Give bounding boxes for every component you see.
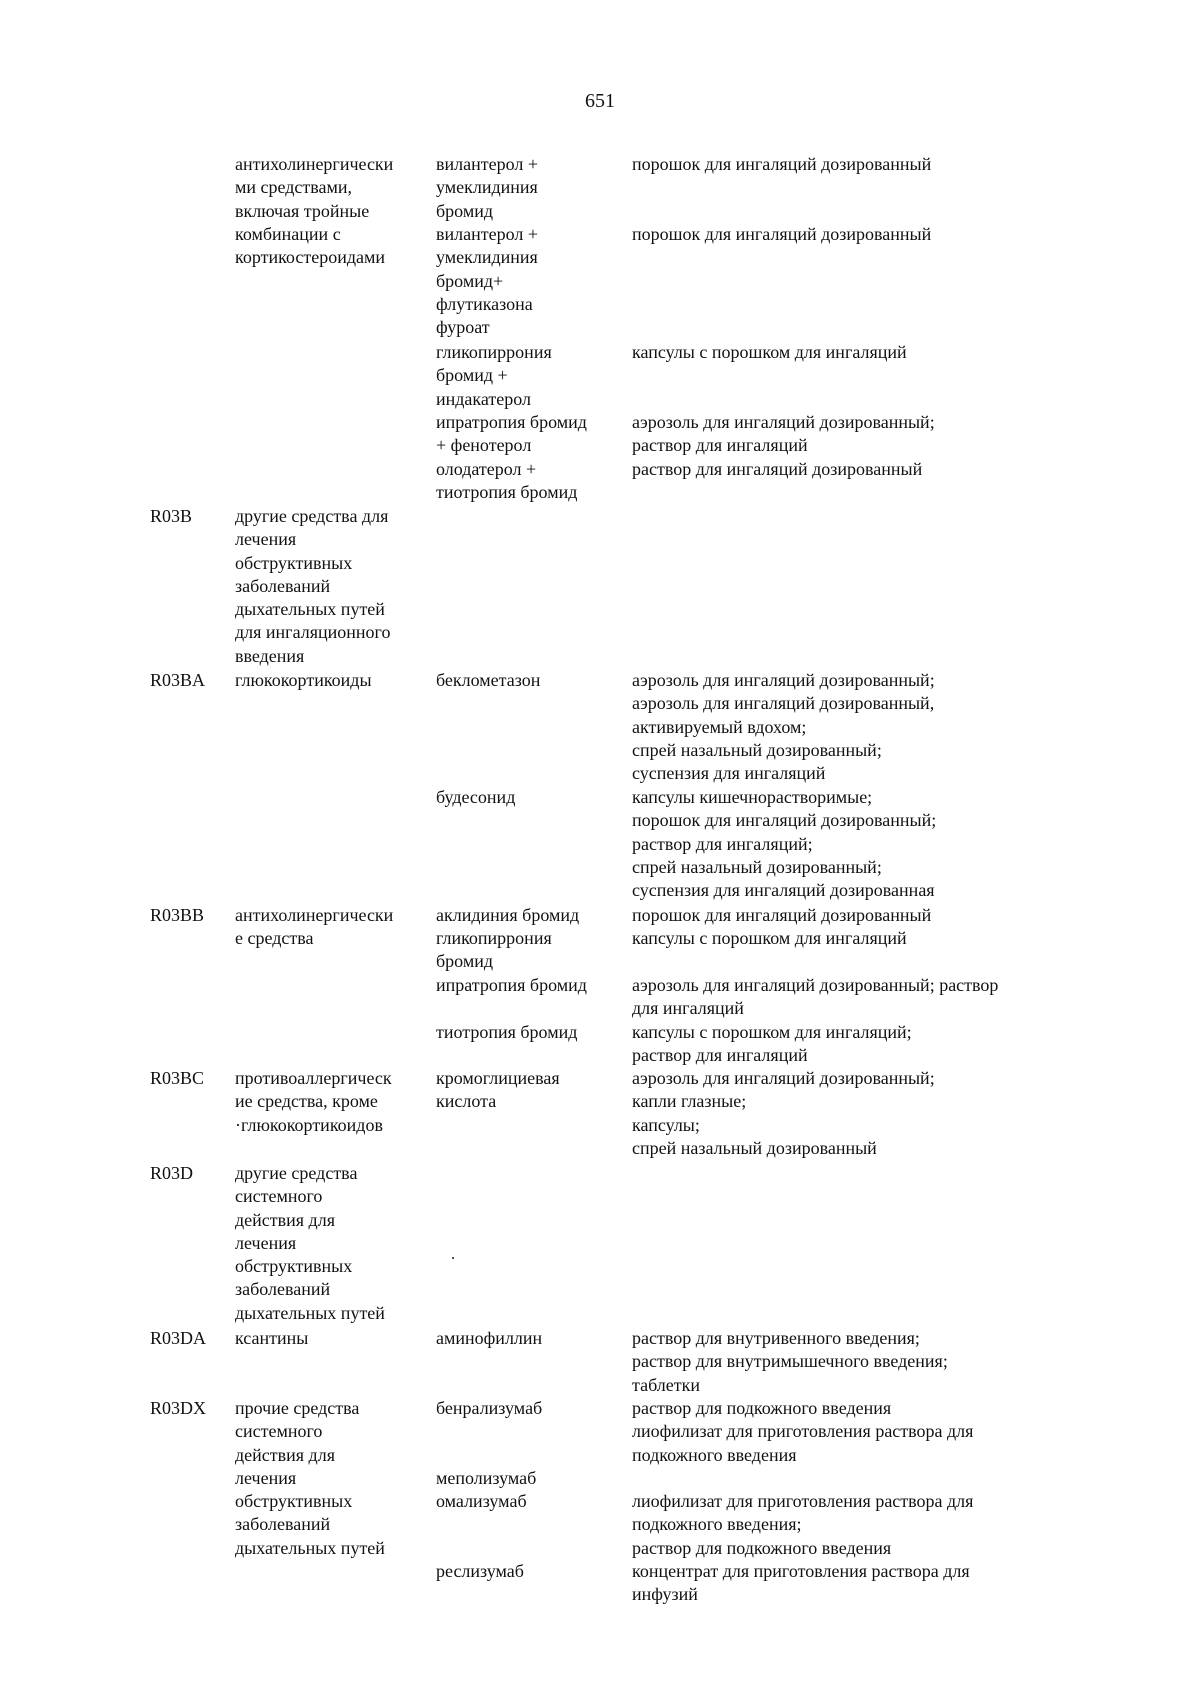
dosage-form: раствор для подкожного введения лиофилизат для приготовления раствора для подкожного введения bbox=[632, 1398, 974, 1465]
dosage-form: раствор для ингаляций дозированный bbox=[632, 459, 923, 479]
atc-code: R03BC bbox=[150, 1068, 205, 1088]
drug-name: омализумаб bbox=[436, 1491, 527, 1511]
atc-code: R03DX bbox=[150, 1398, 207, 1418]
atc-code: R03DA bbox=[150, 1328, 207, 1348]
drug-name: меполизумаб bbox=[436, 1468, 537, 1488]
dosage-form: порошок для ингаляций дозированный bbox=[632, 154, 932, 174]
dosage-form: капсулы с порошком для ингаляций bbox=[632, 342, 907, 362]
drug-name: гликопиррония бромид + индакатерол bbox=[436, 342, 552, 409]
drug-name: олодатерол + тиотропия бромид bbox=[436, 459, 578, 503]
pharmacological-group: ксантины bbox=[235, 1328, 309, 1348]
dosage-form: аэрозоль для ингаляций дозированный; раствор для ингаляций bbox=[632, 412, 935, 456]
drug-name: ипратропия бромид + фенотерол bbox=[436, 412, 587, 456]
drug-name: кромоглициевая кислота bbox=[436, 1068, 560, 1112]
drug-name: гликопиррония бромид bbox=[436, 928, 552, 972]
drug-name: вилантерол + умеклидиния бромид+ флутиказона фуроат bbox=[436, 224, 538, 338]
dosage-form: капсулы с порошком для ингаляций bbox=[632, 928, 907, 948]
drug-name: реслизумаб bbox=[436, 1561, 524, 1581]
drug-name: ипратропия бромид bbox=[436, 975, 587, 995]
drug-name: беклометазон bbox=[436, 670, 541, 690]
atc-code: R03BB bbox=[150, 905, 205, 925]
pharmacological-group: другие средства системного действия для лечения обструктивных заболеваний дыхательных путей bbox=[235, 1163, 385, 1323]
page-number: 651 bbox=[585, 90, 615, 112]
drug-name: вилантерол + умеклидиния бромид bbox=[436, 154, 538, 221]
drug-name: аминофиллин bbox=[436, 1328, 543, 1348]
dosage-form: лиофилизат для приготовления раствора для подкожного введения; раствор для подкожного введения bbox=[632, 1491, 974, 1558]
drug-name: тиотропия бромид bbox=[436, 1022, 578, 1042]
pharmacological-group: прочие средства системного действия для лечения обструктивных заболеваний дыхательных путей bbox=[235, 1398, 385, 1558]
drug-name: аклидиния бромид bbox=[436, 905, 580, 925]
pharmacological-group: глюкокортикоиды bbox=[235, 670, 372, 690]
drug-name: бенрализумаб bbox=[436, 1398, 543, 1418]
atc-code: R03B bbox=[150, 506, 193, 526]
scan-speck bbox=[452, 1257, 454, 1259]
dosage-form: концентрат для приготовления раствора для инфузий bbox=[632, 1561, 970, 1605]
pharmacological-group: антихолинергически ми средствами, включая тройные комбинации с кортикостероидами bbox=[235, 154, 394, 268]
dosage-form: порошок для ингаляций дозированный bbox=[632, 224, 932, 244]
dosage-form: аэрозоль для ингаляций дозированный; аэрозоль для ингаляций дозированный, активируемый вдохом; спрей назальный дозированный; суспензия для ингаляций bbox=[632, 670, 935, 784]
atc-code: R03BA bbox=[150, 670, 206, 690]
pharmacological-group: антихолинергически е средства bbox=[235, 905, 394, 949]
atc-code: R03D bbox=[150, 1163, 194, 1183]
dosage-form: капсулы с порошком для ингаляций; раствор для ингаляций bbox=[632, 1022, 912, 1066]
dosage-form: капсулы кишечнорастворимые; порошок для ингаляций дозированный; раствор для ингаляций; спрей назальный дозированный; суспензия для ингаляций дозированная bbox=[632, 787, 937, 901]
drug-name: будесонид bbox=[436, 787, 516, 807]
dosage-form: порошок для ингаляций дозированный bbox=[632, 905, 932, 925]
pharmacological-group: другие средства для лечения обструктивных заболеваний дыхательных путей для ингаляционного введения bbox=[235, 506, 391, 666]
dosage-form: аэрозоль для ингаляций дозированный; капли глазные; капсулы; спрей назальный дозированный bbox=[632, 1068, 935, 1158]
pharmacological-group: противоаллергическ ие средства, кроме ·глюкокортикоидов bbox=[235, 1068, 392, 1135]
dosage-form: раствор для внутривенного введения; раствор для внутримышечного введения; таблетки bbox=[632, 1328, 948, 1395]
dosage-form: аэрозоль для ингаляций дозированный; раствор для ингаляций bbox=[632, 975, 999, 1019]
